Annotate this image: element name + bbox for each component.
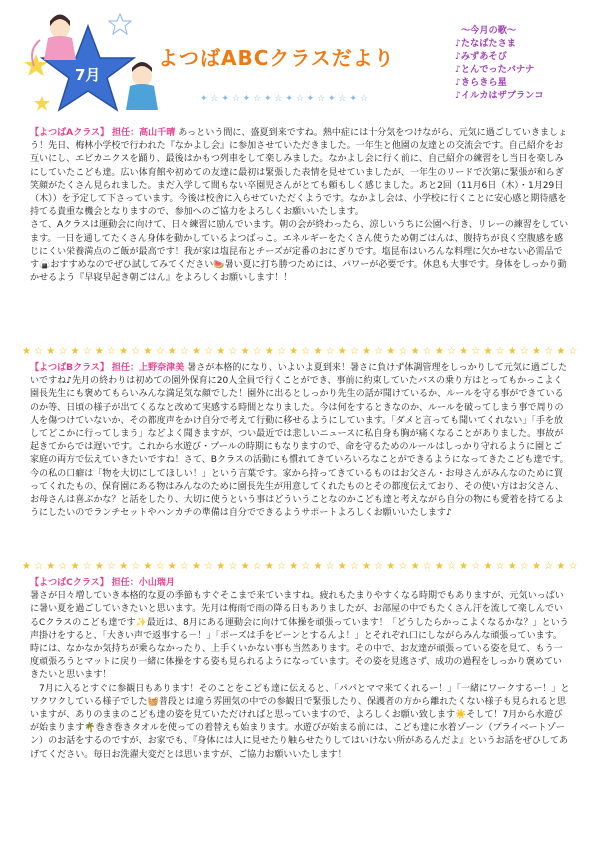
monthly-songs xyxy=(455,24,544,102)
paragraph: 暑さが本格的になり、いよいよ夏到来！暑さに負けず体調管理をしっかりして元気に過ごしたいですね♪先月の終わりは初めての園外保育に20人全員で行くことができ、事前に約束していたバスの乗り方はとってもかっこよく園長先生にも褒めてもらいみんな満足気な顔でした！園外に出るとしっかり先生の話が聞けているか、ルールを守る事ができているのか等、日頃の様子が出てくるなと改めて実感する時間となりました。今は何をするときなのか、ルールを破ってしまう事で周りの人を傷つけていないか、その都度声をかけ自分で考えて行動に移せるようにしています。「ダメと言っても聞いてくれない」「手を放してどこかに行ってしまう」などよく聞きますが、つい最近では悲しいニュースに私自身も胸が痛くなることがありました。事故が起きてからでは遅いです。これから水遊び・プールの時期にもなりますので、命を守るためのルールはしっかり守れるように園とご家庭の両方で伝えていきたいですね！さて、Bクラスの活動にも慣れてきていろいろなことができるようになってきたこども達です。今の私の口癖は「物を大切にしてほしい！」という言葉です。家から持ってきているものはお父さん・お母さんがみんなのために買ってくれたもの、保育園にある物はみんなのために園長先生が用意してくれたものとその都度伝えており、その使い方はお父さん、お母さんは喜ぶかな？と話をしたり、大切に使うという事はどういうことなのかこども達と考えながら自分の物にも愛着を持てるようにしたいのでランチセットやハンカチの準備は自分でできるようサポートよろしくお願いいたします♪ xyxy=(30,363,569,519)
class-label: 【よつばBクラス】 xyxy=(30,363,109,373)
star-icon xyxy=(34,96,50,111)
orihime-icon xyxy=(32,15,76,67)
header xyxy=(0,0,595,118)
song-item: ♪きらきら星 xyxy=(455,77,507,88)
teacher-label: 担任：上野奈津美 xyxy=(111,363,185,373)
teacher-label: 担任：小山瑞月 xyxy=(111,578,175,588)
paragraph: さて、Aクラスは運動会に向けて、日々練習に励んでいます。朝の会が終わったら、涼しいうちに公園へ行き、リレーの練習をしています。一日を通してたくさん身体を動かしているよつばっこ。エネルギーをたくさん使うため朝ごはんは、腹持ちが良く空腹感を感じにくい栄養満点のご飯が最高です！我が家は塩昆布とチーズが定番のおにぎりです。塩昆布はいろんな料理に欠かせない必需品です🍙おすすめなのでぜひ試してみてください🍉暑い夏に打ち勝つためには、パワーが必要です。休息も大事です。身体をしっかり動かせるよう『早寝早起き朝ごはん』をよろしくお願いします！！ xyxy=(30,220,569,284)
section-class-c xyxy=(30,577,570,762)
svg-text:★ ☆ ★ ☆ ★ ☆ ★ ☆ ★ ☆ ★ ☆ ★ ☆ ★: ★ ☆ ★ ☆ ★ ☆ ★ ☆ ★ ☆ ★ ☆ ★ ☆ ★ ☆ ★ ☆ ★ ☆ ★ ☆ ★ ☆ ★ ☆ ★ ☆ ★ ☆ ★ ☆ ★ ☆ ★ ☆ ★ ☆ ★ ☆ ★ ☆ ★ ☆ ★ ☆ xyxy=(22,346,578,357)
tanabata-illustration xyxy=(20,6,170,118)
svg-text:✦ ☆ ✦ ☆ ✦ ☆ ✦ ☆ ✦ ☆ ✦ ☆ ✦ ☆ ✦: ✦ ☆ ✦ ☆ ✦ ☆ ✦ ☆ ✦ ☆ ✦ ☆ ✦ ☆ ✦ ☆ xyxy=(200,94,368,104)
song-item: ♪イルカはザブランコ xyxy=(455,90,544,101)
sparkle-decoration xyxy=(200,90,420,104)
song-item: ♪みずあそび xyxy=(455,51,507,62)
paragraph: 暑さが日々増していき本格的な夏の季節もすぐそこまで来ていますね。疲れもたまりやすくなる時期でもありますが、元気いっぱいに暑い夏を過ごしていきたいと思います。先月は梅雨で雨の降る日もありましたが、お部屋の中でもたくさん汗を流して楽しんでいるCクラスのこども達です✨最近は、8月にある運動会に向けて体操を頑張っています！「どうしたらかっこよくなるかな？」という声掛けをすると、「大きい声で返事する－！」「ポーズは手をピーンとするんよ！」とそれぞれ口にしながらみんな頑張っています。時には、なかなか気持ちが乗らなかったり、上手くいかない事も当然あります。その中で、お友達が頑張っている姿を見て、もう一度頑張ろうとマットに戻り一緒に体操をする姿も見られるようになっています。その姿を見逃さず、成功の過程をしっかり褒めていきたいと思います！ xyxy=(30,591,569,681)
class-label: 【よつばAクラス】 xyxy=(30,128,110,138)
star-divider xyxy=(22,557,578,573)
star-divider xyxy=(22,342,578,358)
section-class-b xyxy=(30,362,570,520)
class-label: 【よつばCクラス】 xyxy=(30,578,109,588)
hikoboshi-icon xyxy=(126,62,158,110)
teacher-label: 担任：高山千晴 xyxy=(112,128,176,138)
svg-text:★ ☆ ★ ☆ ★ ☆ ★ ☆ ★ ☆ ★ ☆ ★ ☆ ★: ★ ☆ ★ ☆ ★ ☆ ★ ☆ ★ ☆ ★ ☆ ★ ☆ ★ ☆ ★ ☆ ★ ☆ ★ ☆ ★ ☆ ★ ☆ ★ ☆ ★ ☆ ★ ☆ ★ ☆ ★ ☆ ★ ☆ ★ ☆ ★ ☆ ★ ☆ ★ ☆ xyxy=(22,561,578,572)
section-class-a xyxy=(30,127,570,285)
newsletter-title: よつばABCクラスだより xyxy=(158,46,395,70)
paragraph: 7月に入るとすぐに参観日もあります！そのことをこども達に伝えると、「パパとママ来てくれるー！」「一緒にワークするー！」とワクワクしている様子でした🧺普段とは違う雰囲気の中での参観日で緊張したり、保護者の方から離れたくない様子も見られると思いますが、ありのままのこども達の姿を見ていただければと思っていますので、よろしくお願い致します☀️そして！7月から水遊びが始まります🌴巻き巻きタオルを使っての着替えも始まります。水遊びが始まる前には、こども達に水着ゾーン（プライベートゾーン）のお話をするのですが、お家でも、『身体には人に見せたり触らせたりしてはいけない所があるんだよ』というお話をぜひしてあげてください。毎日お洗濯大変だとは思いますが、ご協力お願いいたします！ xyxy=(30,683,570,760)
paragraph: あっという間に、盛夏到来ですね。熱中症には十分気をつけながら、元気に過ごしていきましょう！先日、梅林小学校で行われた『なかよし会』に参加させていただきました。一年生と他園の友達との交流会です。自己紹介をお互いにし、エビカニクスを踊り、最後はかもつ列車をして楽しみました。なかよし会に行く前に、自己紹介の練習をし当日を楽しみにしていたこども達。広い体育館や初めての友達に最初は緊張した表情を見せていましたが、一年生のリードで次第に緊張が和らぎ笑顔がたくさん見られました。まだ入学して間もない卒園児さんがとても頼もしく感じました。あと2回（11月6日（木）・1月29日（木））を予定して下さっています。今後は校舎に入らせていただくようです。なかよし会は、小学校に行くことに安心感と期待感を持てる貴重な機会となりますので、参加へのご協力をよろしくお願いいたします。 xyxy=(30,128,568,218)
song-item: ♪とんでったバナナ xyxy=(455,64,535,75)
star-icon xyxy=(109,14,131,34)
song-item: ♪たなばたさま xyxy=(455,38,516,49)
songs-heading: ～今月の歌～ xyxy=(461,25,517,36)
month-badge: 7月 xyxy=(75,66,101,84)
